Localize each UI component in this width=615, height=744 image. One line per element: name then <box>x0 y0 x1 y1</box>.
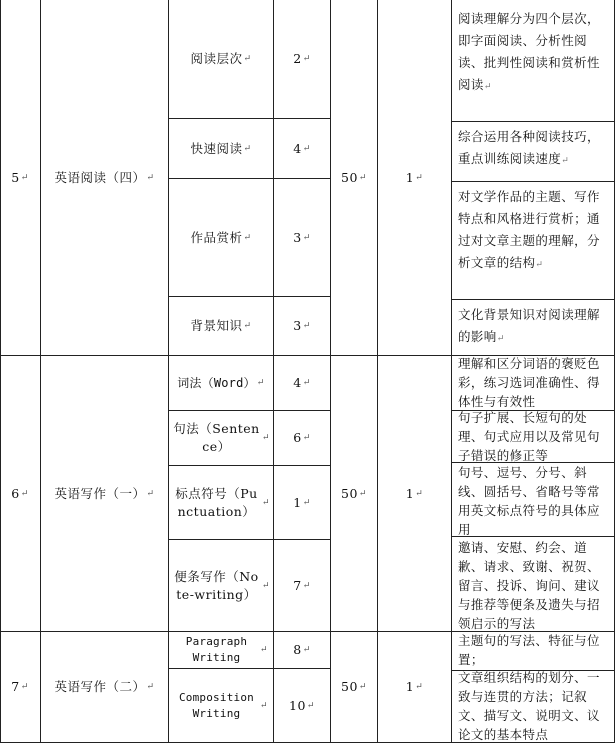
topic-hours <box>274 119 330 178</box>
total-hours-text: 50 <box>341 485 358 501</box>
sub-divider <box>451 181 615 182</box>
paragraph-mark: ↵ <box>259 645 268 655</box>
paragraph-mark: ↵ <box>243 321 252 331</box>
topic-hours <box>274 669 330 742</box>
total-hours <box>331 0 377 355</box>
paragraph-mark: ↵ <box>261 433 270 443</box>
paragraph-mark: ↵ <box>302 143 311 154</box>
topic-hours <box>274 540 330 631</box>
total-hours <box>331 356 377 631</box>
seq-number: 6 <box>11 485 20 501</box>
total-hours-text: 50 <box>341 679 358 694</box>
topic-name-text: 标点符号（Punctuation） <box>175 485 258 519</box>
topic-hours-text: 8 <box>293 642 302 657</box>
topic-description <box>458 8 608 98</box>
paragraph-mark: ↵ <box>415 488 424 499</box>
topic-description <box>458 463 610 539</box>
topic-hours-text: 4 <box>293 375 302 390</box>
topic-hours-text: 3 <box>293 318 302 333</box>
paragraph-mark: ↵ <box>243 232 252 243</box>
paragraph-mark: ↵ <box>302 580 311 591</box>
topic-name <box>169 297 273 355</box>
topic-name-text: Paragraph Writing <box>185 635 248 664</box>
credits-text: 1 <box>405 485 415 501</box>
topic-description <box>458 408 610 465</box>
paragraph-mark: ↵ <box>358 488 367 499</box>
paragraph-mark: ↵ <box>483 82 492 92</box>
paragraph-mark: ↵ <box>146 172 155 183</box>
paragraph-mark: ↵ <box>535 260 544 270</box>
row-seq <box>0 632 40 742</box>
credits-text: 1 <box>405 679 415 694</box>
topic-description-text: 句子扩展、长短句的处理、句式应用以及常见句子错误的修正等 <box>458 410 600 463</box>
topic-description <box>458 538 610 633</box>
row-seq <box>0 356 40 631</box>
course-name <box>41 0 168 355</box>
paragraph-mark: ↵ <box>496 334 505 344</box>
topic-name-text: 作品赏析 <box>190 229 243 245</box>
topic-description <box>458 186 608 276</box>
paragraph-mark: ↵ <box>415 172 424 183</box>
paragraph-mark: ↵ <box>302 433 311 443</box>
topic-name <box>174 632 268 668</box>
topic-name-text: 便条写作（Note-writing） <box>174 568 259 602</box>
course-name <box>41 356 168 631</box>
total-hours-text: 50 <box>341 169 358 185</box>
topic-description <box>458 304 608 350</box>
topic-description <box>458 631 610 669</box>
topic-name <box>169 356 273 410</box>
paragraph-mark: ↵ <box>146 682 155 692</box>
credits <box>378 356 451 631</box>
course-name-text: 英语写作（二） <box>54 679 146 694</box>
paragraph-mark: ↵ <box>302 378 311 388</box>
paragraph-mark: ↵ <box>302 321 311 331</box>
topic-name <box>172 411 270 465</box>
topic-name <box>169 179 273 296</box>
paragraph-mark: ↵ <box>259 700 268 711</box>
topic-description-text: 理解和区分词语的褒贬色彩，练习选词准确性、得体性与有效性 <box>458 356 600 409</box>
course-name <box>41 632 168 742</box>
topic-description-text: 文化背景知识对阅读理解的影响 <box>458 307 600 344</box>
paragraph-mark: ↵ <box>243 54 252 64</box>
seq-number: 7 <box>11 679 20 694</box>
paragraph-mark: ↵ <box>561 156 570 166</box>
topic-hours-text: 4 <box>293 140 302 156</box>
paragraph-mark: ↵ <box>256 378 265 388</box>
paragraph-mark: ↵ <box>302 497 311 508</box>
paragraph-mark: ↵ <box>20 682 29 692</box>
topic-hours <box>274 411 330 465</box>
seq-number: 5 <box>11 169 20 185</box>
topic-hours-text: 7 <box>293 577 302 593</box>
credits <box>378 0 451 355</box>
topic-name <box>174 669 268 742</box>
paragraph-mark: ↵ <box>306 700 315 711</box>
topic-description-text: 对文学作品的主题、写作特点和风格进行赏析；通过对文章主题的理解，分析文章的结构 <box>458 189 600 270</box>
topic-description <box>458 126 608 172</box>
topic-name <box>169 119 273 178</box>
topic-description <box>458 354 610 411</box>
topic-description-text: 句号、逗号、分号、斜线、圆括号、省略号等常用英文标点符号的具体应用 <box>458 465 600 537</box>
topic-hours-text: 2 <box>293 51 302 66</box>
paragraph-mark: ↵ <box>358 682 367 692</box>
topic-description-text: 邀请、安慰、约会、道歉、请求、致谢、祝贺、留言、投诉、询问、建议与推荐等便条及遗失与招领启示的写法 <box>458 540 600 631</box>
topic-name <box>172 540 270 631</box>
topic-name-text: 快速阅读 <box>190 140 243 156</box>
topic-hours-text: 10 <box>289 697 306 713</box>
paragraph-mark: ↵ <box>302 645 311 655</box>
paragraph-mark: ↵ <box>302 232 311 243</box>
topic-description <box>458 668 610 744</box>
course-name-text: 英语写作（一） <box>54 485 146 501</box>
topic-hours <box>274 297 330 355</box>
paragraph-mark: ↵ <box>261 497 270 508</box>
topic-name-text: Composition Writing <box>178 690 254 720</box>
topic-description-text: 主题句的写法、特征与位置； <box>458 633 600 667</box>
paragraph-mark: ↵ <box>243 143 252 154</box>
topic-hours <box>274 466 330 539</box>
topic-name-text: 阅读层次 <box>190 51 243 66</box>
topic-name-text: 背景知识 <box>190 318 243 333</box>
paragraph-mark: ↵ <box>261 580 270 591</box>
paragraph-mark: ↵ <box>146 488 155 499</box>
topic-hours <box>274 0 330 118</box>
topic-hours-text: 1 <box>293 494 302 510</box>
credits <box>378 632 451 742</box>
row-seq <box>0 0 40 355</box>
total-hours <box>331 632 377 742</box>
topic-name <box>172 466 270 539</box>
paragraph-mark: ↵ <box>20 488 29 499</box>
topic-hours <box>274 179 330 296</box>
credits-text: 1 <box>405 169 415 185</box>
topic-hours-text: 6 <box>293 430 302 445</box>
paragraph-mark: ↵ <box>415 682 424 692</box>
topic-description-text: 综合运用各种阅读技巧，重点训练阅读速度 <box>458 129 600 166</box>
topic-hours-text: 3 <box>293 229 302 245</box>
topic-name-text: 句法（Sentence） <box>173 421 260 454</box>
paragraph-mark: ↵ <box>302 54 311 64</box>
sub-divider <box>451 121 615 122</box>
paragraph-mark: ↵ <box>358 172 367 183</box>
topic-name <box>169 0 273 118</box>
topic-hours <box>274 356 330 410</box>
topic-description-text: 阅读理解分为四个层次，即字面阅读、分析性阅读、批判性阅读和赏析性阅读 <box>458 11 600 92</box>
paragraph-mark: ↵ <box>20 172 29 183</box>
sub-divider <box>451 299 615 300</box>
course-name-text: 英语阅读（四） <box>54 169 146 185</box>
topic-name-text: 词法（Word） <box>177 376 256 390</box>
topic-description-text: 文章组织结构的划分、一致与连贯的方法；记叙文、描写文、说明文、议论文的基本特点 <box>458 670 600 742</box>
topic-hours <box>274 632 330 668</box>
